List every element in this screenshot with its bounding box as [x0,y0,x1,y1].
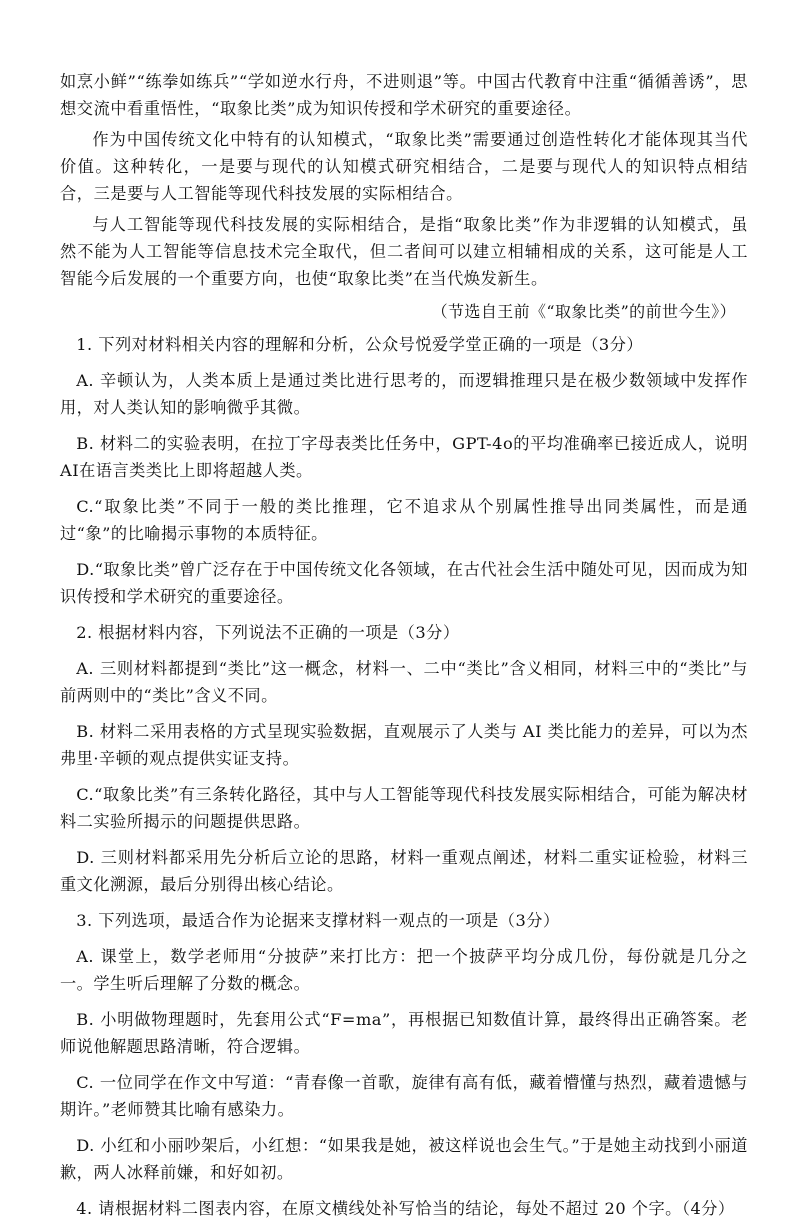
question-1-stem: 1. 下列对材料相关内容的理解和分析，公众号悦爱学堂正确的一项是（3分） [76,335,644,354]
question-2-option-c: C.“取象比类”有三条转化路径，其中与人工智能等现代科技发展实际相结合，可能为解决材料二实验所揭示的问题提供思路。 [60,785,748,831]
question-3-option-b: B. 小明做物理题时，先套用公式“F=ma”，再根据已知数值计算，最终得出正确答案。老师说他解题思路清晰，符合逻辑。 [60,1010,748,1056]
question-1-option-d: D.“取象比类”曾广泛存在于中国传统文化各领域，在古代社会生活中随处可见，因而成为知识传授和学术研究的重要途径。 [60,560,748,606]
document-page [60,68,748,1231]
passage-paragraph-3: 与人工智能等现代科技发展的实际相结合，是指“取象比类”作为非逻辑的认知模式，虽然不能为人工智能等信息技术完全取代，但二者间可以建立相辅相成的关系，这可能是人工智能今后发展的一个重要方向，也使“取象比类”在当代焕发新生。 [60,215,748,288]
question-3-option-d: D. 小红和小丽吵架后，小红想：“如果我是她，被这样说也会生气。”于是她主动找到小丽道歉，两人冰释前嫌，和好如初。 [60,1136,748,1182]
passage-source: （节选自王前《“取象比类”的前世今生》） [431,302,736,321]
question-1-option-c: C.“取象比类”不同于一般的类比推理，它不追求从个别属性推导出同类属性，而是通过“象”的比喻揭示事物的本质特征。 [60,497,748,543]
passage-paragraph-1: 如烹小鲜”“练拳如练兵”“学如逆水行舟，不进则退”等。中国古代教育中注重“循循善诱”，思想交流中看重悟性，“取象比类”成为知识传授和学术研究的重要途径。 [60,72,748,118]
question-2-option-d: D. 三则材料都采用先分析后立论的思路，材料一重观点阐述，材料二重实证检验，材料三重文化溯源，最后分别得出核心结论。 [60,848,748,894]
question-2-stem: 2. 根据材料内容，下列说法不正确的一项是（3分） [76,623,460,642]
passage-paragraph-2: 作为中国传统文化中特有的认知模式，“取象比类”需要通过创造性转化才能体现其当代价值。这种转化，一是要与现代的认知模式研究相结合，二是要与现代人的知识特点相结合，三是要与人工智能等现代科技发展的实际相结合。 [60,130,748,203]
question-1-option-b: B. 材料二的实验表明，在拉丁字母表类比任务中，GPT-4o的平均准确率已接近成人，说明AI在语言类类比上即将超越人类。 [60,434,748,480]
question-3-option-a: A. 课堂上，数学老师用“分披萨”来打比方：把一个披萨平均分成几份，每份就是几分之一。学生听后理解了分数的概念。 [60,947,748,993]
question-2-option-b: B. 材料二采用表格的方式呈现实验数据，直观展示了人类与 AI 类比能力的差异，可以为杰弗里·辛顿的观点提供实证支持。 [60,722,748,768]
question-2-option-a: A. 三则材料都提到“类比”这一概念，材料一、二中“类比”含义相同，材料三中的“类比”与前两则中的“类比”含义不同。 [60,659,748,705]
question-3-option-c: C. 一位同学在作文中写道：“青春像一首歌，旋律有高有低，藏着懵懂与热烈，藏着遗憾与期许。”老师赞其比喻有感染力。 [60,1073,748,1119]
question-1-option-a: A. 辛顿认为，人类本质上是通过类比进行思考的，而逻辑推理只是在极少数领域中发挥作用，对人类认知的影响微乎其微。 [60,371,748,417]
question-3-stem: 3. 下列选项，最适合作为论据来支撑材料一观点的一项是（3分） [76,911,560,930]
question-4-stem: 4. 请根据材料二图表内容，在原文横线处补写恰当的结论，每处不超过 20 个字。（4分） [76,1199,735,1218]
